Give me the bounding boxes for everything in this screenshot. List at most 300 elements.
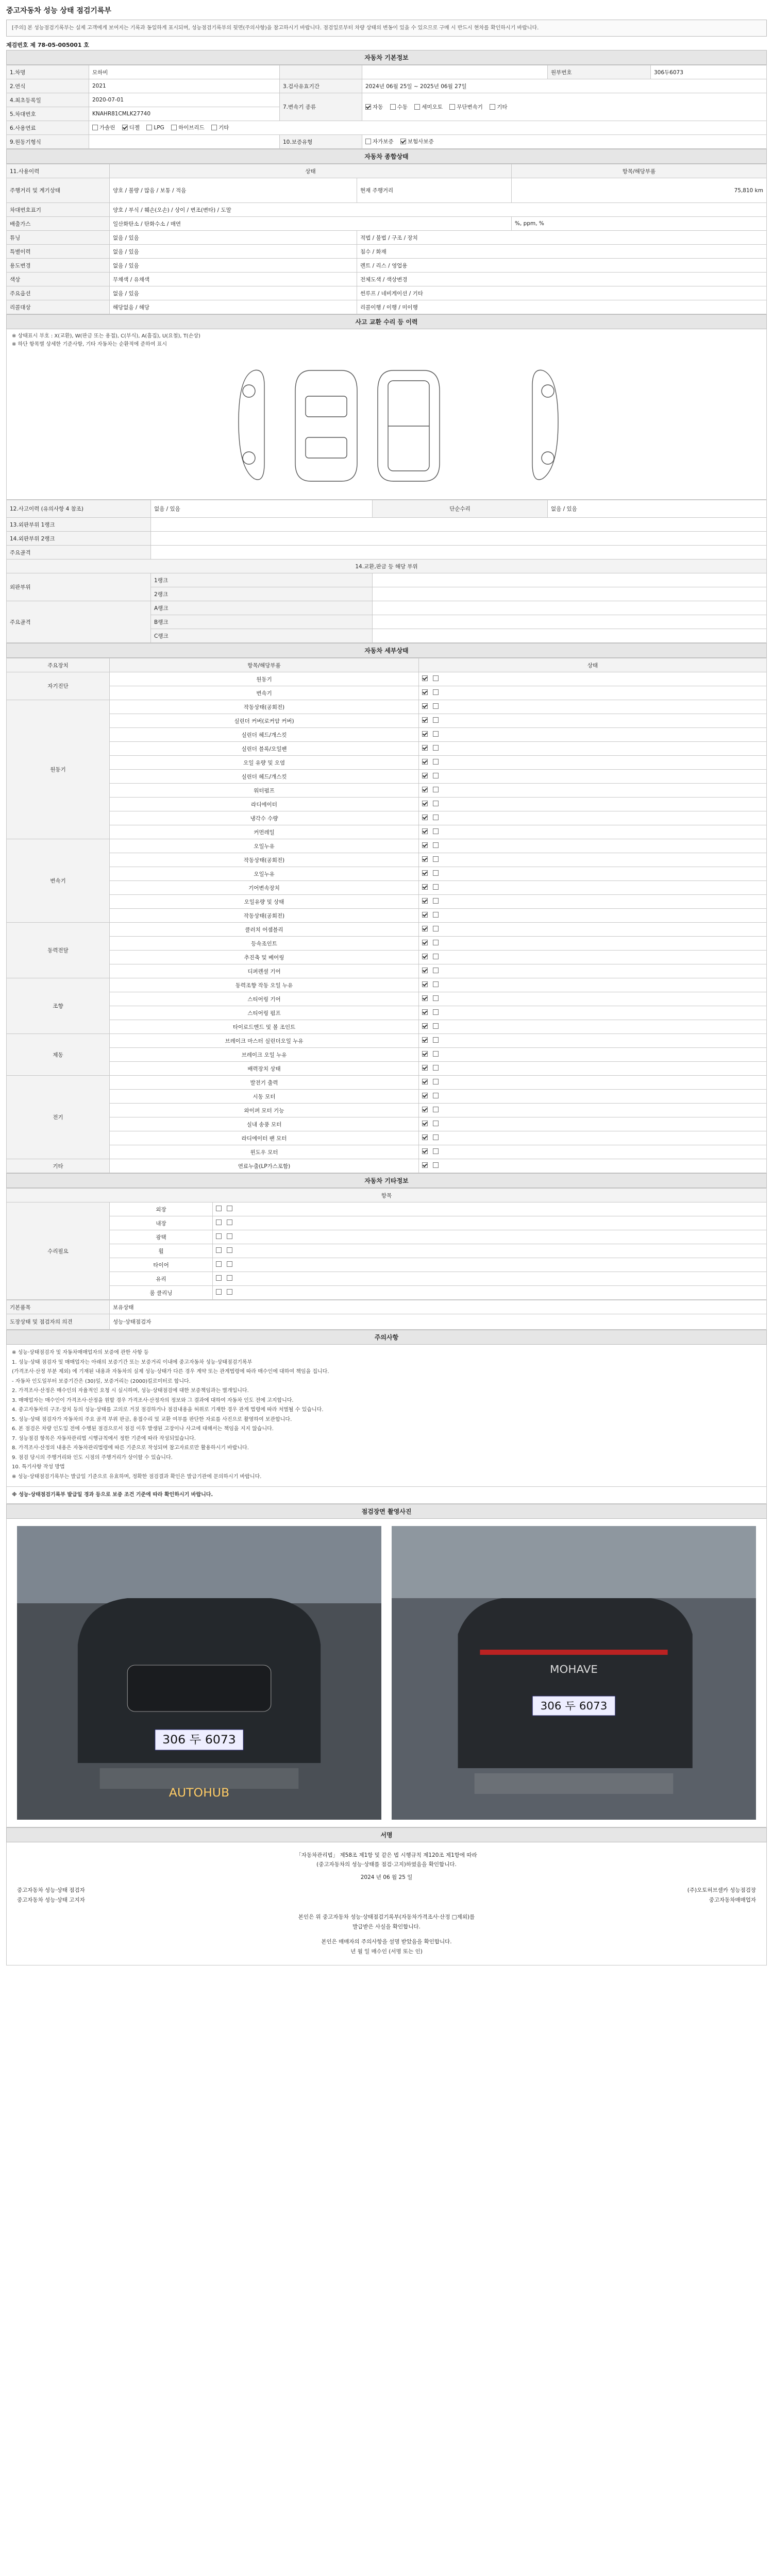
checkbox-icon — [365, 139, 371, 144]
trans-option[interactable]: 수동 — [390, 103, 408, 111]
checkbox-icon — [211, 125, 217, 130]
warranty-option[interactable]: 자가보증 — [365, 138, 394, 145]
rank-label: B랭크 — [151, 615, 373, 629]
sign-line: 발급받은 사실을 확인합니다. — [352, 1923, 421, 1930]
basic-key: 1.차명 — [7, 65, 89, 79]
legend-line: ※ 상태표시 부호 : X(교환), W(판금 또는 용접), C(부식), A(흠집), U(요철), T(손상) — [12, 333, 200, 339]
checkbox-checked-icon — [422, 717, 428, 723]
basic-val: 2024년 06월 25일 ~ 2025년 06월 27일 — [362, 79, 767, 93]
detail-row — [7, 756, 767, 770]
detail-group: 조향 — [7, 978, 110, 1034]
doc-number-value: 78-05-005001 호 — [37, 42, 89, 48]
detail-status[interactable] — [419, 1048, 767, 1062]
summary-label: 특별이력 — [7, 245, 110, 259]
summary-status: 양호 / 부식 / 훼손(오손) / 상이 / 변조(변타) / 도말 — [110, 203, 767, 217]
detail-item: 브레이크 오일 누유 — [110, 1048, 419, 1062]
detail-status[interactable] — [419, 728, 767, 742]
detail-item: 워터펌프 — [110, 784, 419, 798]
detail-item: 배력장치 상태 — [110, 1062, 419, 1076]
detail-status[interactable] — [419, 825, 767, 839]
doc-title: 중고자동차 성능 상태 점검기록부 — [6, 7, 111, 15]
fuel-option[interactable]: 가솔린 — [92, 124, 115, 131]
front-photo[interactable] — [17, 1526, 381, 1820]
fuel-option[interactable]: LPG — [146, 125, 164, 131]
sign-line: 년 월 일 매수인 (서명 또는 인) — [350, 1948, 423, 1955]
checkbox-icon — [433, 995, 439, 1001]
fuel-option[interactable]: 디젤 — [122, 124, 140, 131]
summary-label: 리콜대상 — [7, 300, 110, 314]
checkbox-checked-icon — [122, 125, 128, 130]
checkbox-checked-icon — [422, 759, 428, 765]
warranty-options — [362, 135, 767, 149]
etc-status[interactable] — [213, 1286, 767, 1300]
detail-item: 라디에이터 — [110, 798, 419, 811]
parts-head: 14.교환,판금 등 해당 부위 — [7, 560, 767, 573]
checkbox-icon — [433, 1037, 439, 1043]
summary-label: 용도변경 — [7, 259, 110, 273]
detail-status[interactable] — [419, 1006, 767, 1020]
outer-label: 외판부위 — [7, 573, 151, 601]
caution-line: (가격조사·산정 부분 제외) 에 기재된 내용과 자동차의 실제 성능·상태가 다른 경우 계약 또는 관계법령에 따라 매수인에 대하여 책임을 집니다. — [12, 1369, 329, 1375]
checkbox-icon — [433, 1121, 439, 1126]
checkbox-icon — [433, 1023, 439, 1029]
summary-extra: 전체도색 / 색상변경 — [357, 273, 767, 286]
diagram-section — [6, 314, 767, 500]
detail-row — [7, 784, 767, 798]
detail-item: 커먼레일 — [110, 825, 419, 839]
sign-block — [6, 1842, 767, 1965]
checkbox-icon — [433, 1134, 439, 1140]
detail-status[interactable] — [419, 784, 767, 798]
detail-item: 시동 모터 — [110, 1090, 419, 1104]
checkbox-checked-icon — [422, 870, 428, 876]
detail-item: 타이로드엔드 및 볼 조인트 — [110, 1020, 419, 1034]
accident-value — [151, 518, 767, 532]
accident-label: 14.외판부위 2랭크 — [7, 532, 151, 546]
accident-table — [6, 500, 767, 643]
detail-item: 오일누유 — [110, 839, 419, 853]
detail-item: 기어변속장치 — [110, 881, 419, 895]
checkbox-icon — [490, 104, 495, 110]
checkbox-icon — [433, 815, 439, 820]
sign-line: (중고자동차의 성능·상태를 점검·고지)하였음을 확인합니다. — [316, 1861, 457, 1868]
etc-item: 광택 — [110, 1230, 213, 1244]
checkbox-icon — [449, 104, 455, 110]
detail-row — [7, 923, 767, 937]
basic-key: 3.검사유효기간 — [280, 79, 362, 93]
detail-status[interactable] — [419, 909, 767, 923]
detail-item: 브레이크 마스터 실린더오일 누유 — [110, 1034, 419, 1048]
detail-row — [7, 1117, 767, 1131]
summary-col-1: 11.사용이력 — [7, 164, 110, 178]
detail-status[interactable] — [419, 951, 767, 964]
caution-section — [6, 1330, 767, 1504]
etc-item: 내장 — [110, 1216, 213, 1230]
checkbox-icon — [433, 981, 439, 987]
detail-item: 디퍼렌셜 기어 — [110, 964, 419, 978]
detail-row — [7, 1145, 767, 1159]
checkbox-checked-icon — [422, 745, 428, 751]
basic-key — [280, 65, 362, 79]
checkbox-icon — [216, 1233, 222, 1239]
detail-row — [7, 853, 767, 867]
checkbox-icon — [433, 759, 439, 765]
checkbox-icon — [433, 689, 439, 695]
detail-status[interactable] — [419, 1034, 767, 1048]
basic-key: 원부번호 — [548, 65, 651, 79]
detail-item: 실내 송풍 모터 — [110, 1117, 419, 1131]
detail-row — [7, 867, 767, 881]
summary-extra: 리콜이행 / 이행 / 미이행 — [357, 300, 767, 314]
etc-row — [7, 1258, 767, 1272]
detail-status[interactable] — [419, 1090, 767, 1104]
basic-row — [7, 121, 767, 135]
detail-status[interactable] — [419, 1076, 767, 1090]
basic-row — [7, 135, 767, 149]
detail-item: 작동상태(공회전) — [110, 909, 419, 923]
checkbox-icon — [433, 1093, 439, 1098]
trans-option[interactable]: 무단변속기 — [449, 103, 483, 111]
basic-val — [362, 65, 548, 79]
diagram-head: 사고 교환 수리 등 이력 — [6, 314, 767, 329]
checkbox-checked-icon — [422, 940, 428, 945]
sign-line: 「자동차관리법」 제58조 제1항 및 같은 법 시행규칙 제120조 제1항에 따라 — [296, 1852, 477, 1858]
checkbox-checked-icon — [422, 1065, 428, 1071]
etc-item: 유리 — [110, 1272, 213, 1286]
detail-row — [7, 978, 767, 992]
sign-head: 서명 — [6, 1827, 767, 1842]
checkbox-icon — [433, 884, 439, 890]
checkbox-checked-icon — [422, 801, 428, 806]
etc-status[interactable] — [213, 1258, 767, 1272]
etc-section — [6, 1173, 767, 1330]
detail-status[interactable] — [419, 798, 767, 811]
opinion-label: 도장상태 및 점검자의 의견 — [7, 1314, 110, 1330]
checkbox-icon — [227, 1233, 232, 1239]
checkbox-checked-icon — [422, 689, 428, 695]
detail-status[interactable] — [419, 853, 767, 867]
detail-status[interactable] — [419, 1145, 767, 1159]
car-outline-icon — [223, 360, 574, 489]
checkbox-icon — [390, 104, 396, 110]
detail-item: 변속기 — [110, 686, 419, 700]
detail-item: 스티어링 기어 — [110, 992, 419, 1006]
caution-line: - 자동차 인도일부터 보증기간은 (30)일, 보증거리는 (2000)킬로미터로 합니다. — [12, 1378, 191, 1384]
checkbox-icon — [433, 1148, 439, 1154]
etc-status[interactable] — [213, 1202, 767, 1216]
checkbox-icon — [433, 787, 439, 792]
etc-status[interactable] — [213, 1272, 767, 1286]
detail-status[interactable] — [419, 770, 767, 784]
trans-option[interactable]: 세미오토 — [414, 103, 443, 111]
detail-group: 자기진단 — [7, 672, 110, 700]
etc-status[interactable] — [213, 1216, 767, 1230]
detail-item: 오일유량 및 상태 — [110, 895, 419, 909]
etc-status[interactable] — [213, 1230, 767, 1244]
checkbox-checked-icon — [422, 926, 428, 931]
detail-row — [7, 895, 767, 909]
summary-label: 차대번호표기 — [7, 203, 110, 217]
fuel-option[interactable]: 하이브리드 — [171, 124, 205, 131]
etc-item: 휠 — [110, 1244, 213, 1258]
sign-pair — [17, 1886, 756, 1895]
checkbox-checked-icon — [422, 773, 428, 778]
detail-status[interactable] — [419, 742, 767, 756]
caution-notes — [6, 1345, 767, 1487]
basic-table — [6, 65, 767, 149]
detail-status[interactable] — [419, 1020, 767, 1034]
opinion-value: 성능·상태점검자 — [110, 1314, 767, 1330]
checkbox-icon — [433, 1065, 439, 1071]
summary-extra: 썬루프 / 네비게이션 / 기타 — [357, 286, 767, 300]
summary-label: 주요옵션 — [7, 286, 110, 300]
summary-table — [6, 164, 767, 314]
summary-status: 양호 / 불량 / 많음 / 보통 / 적음 — [110, 178, 357, 203]
checkbox-icon — [227, 1206, 232, 1211]
checkbox-icon — [414, 104, 420, 110]
detail-row — [7, 1076, 767, 1090]
checkbox-checked-icon — [422, 1107, 428, 1112]
checkbox-icon — [433, 926, 439, 931]
detail-status[interactable] — [419, 756, 767, 770]
rank-value — [373, 601, 767, 615]
detail-status[interactable] — [419, 881, 767, 895]
caution-line: ※ 성능·상태점검자 및 자동차매매업자의 보증에 관한 사항 등 — [12, 1350, 149, 1355]
checkbox-icon — [433, 954, 439, 959]
checkbox-icon — [433, 842, 439, 848]
doc-number — [6, 41, 767, 49]
checkbox-checked-icon — [422, 731, 428, 737]
detail-status[interactable] — [419, 1062, 767, 1076]
checkbox-checked-icon — [422, 1121, 428, 1126]
caution-footer: ※ 성능·상태점검기록부 발급일 경과 등으로 보증 조건 기준에 따라 확인하시기 바랍니다. — [6, 1487, 767, 1504]
checkbox-icon — [227, 1261, 232, 1267]
etc-row — [7, 1272, 767, 1286]
detail-row — [7, 909, 767, 923]
fuel-option[interactable]: 기타 — [211, 124, 229, 131]
checkbox-icon — [433, 940, 439, 945]
detail-group: 변속기 — [7, 839, 110, 923]
summary-status: 없음 / 있음 — [110, 245, 357, 259]
detail-group: 전기 — [7, 1076, 110, 1159]
diagram-legend — [7, 329, 766, 352]
summary-status: 없음 / 있음 — [110, 231, 357, 245]
detail-item: 등속조인트 — [110, 937, 419, 951]
rank-label: 1랭크 — [151, 573, 373, 587]
basic-key: 10.보증유형 — [280, 135, 362, 149]
basic-key: 7.변속기 종류 — [280, 93, 362, 121]
checkbox-checked-icon — [422, 1023, 428, 1029]
detail-group: 제동 — [7, 1034, 110, 1076]
detail-status[interactable] — [419, 992, 767, 1006]
detail-row — [7, 881, 767, 895]
plate-text: 306 두 6073 — [540, 1700, 608, 1712]
sign-left: 중고자동차 성능·상태 점검자 — [17, 1887, 85, 1894]
detail-row — [7, 1131, 767, 1145]
basic-val: 2020-07-01 — [89, 93, 280, 107]
checkbox-icon — [433, 1051, 439, 1057]
detail-status[interactable] — [419, 811, 767, 825]
checkbox-icon — [433, 1079, 439, 1084]
etc-item: 룸 클리닝 — [110, 1286, 213, 1300]
checkbox-icon — [171, 125, 177, 130]
trans-option[interactable]: 기타 — [490, 103, 507, 111]
detail-row — [7, 992, 767, 1006]
detail-status[interactable] — [419, 923, 767, 937]
summary-extra: 현재 주행거리 — [357, 178, 512, 203]
detail-item: 실린더 블록/오일팬 — [110, 742, 419, 756]
checkbox-icon — [433, 968, 439, 973]
etc-sub-head: 항목 — [7, 1189, 767, 1202]
detail-item: 와이퍼 모터 기능 — [110, 1104, 419, 1117]
detail-status[interactable] — [419, 700, 767, 714]
summary-status: 일산화탄소 / 탄화수소 / 매연 — [110, 217, 512, 231]
checkbox-checked-icon — [400, 139, 406, 144]
checkbox-icon — [433, 1162, 439, 1168]
detail-status[interactable] — [419, 714, 767, 728]
checkbox-checked-icon — [422, 1162, 428, 1168]
summary-extra: 침수 / 화재 — [357, 245, 767, 259]
photo-row — [6, 1519, 767, 1827]
checkbox-icon — [216, 1219, 222, 1225]
summary-label: 색상 — [7, 273, 110, 286]
sign-date: 2024 년 06 월 25 일 — [360, 1874, 413, 1881]
rank-value — [373, 587, 767, 601]
detail-status[interactable] — [419, 1131, 767, 1145]
accident-label: 단순수리 — [373, 500, 548, 518]
detail-status[interactable] — [419, 1117, 767, 1131]
suv-front-icon — [17, 1526, 381, 1820]
checkbox-icon — [433, 1107, 439, 1112]
accident-label: 주요골격 — [7, 546, 151, 560]
detail-row — [7, 1104, 767, 1117]
etc-row — [7, 1216, 767, 1230]
model-badge-text: MOHAVE — [550, 1663, 598, 1675]
checkbox-icon — [433, 773, 439, 778]
detail-row — [7, 964, 767, 978]
etc-head: 자동차 기타정보 — [6, 1173, 767, 1188]
checkbox-icon — [227, 1247, 232, 1253]
trans-option[interactable]: 자동 — [365, 103, 383, 111]
detail-status[interactable] — [419, 978, 767, 992]
caution-line: 9. 점검 당시의 주행거리와 인도 시점의 주행거리가 상이할 수 있습니다. — [12, 1454, 173, 1461]
summary-extra: 렌트 / 리스 / 영업용 — [357, 259, 767, 273]
rank-value — [373, 629, 767, 643]
checkbox-checked-icon — [422, 981, 428, 987]
detail-row — [7, 951, 767, 964]
summary-col-2: 상태 — [110, 164, 512, 178]
detail-row — [7, 798, 767, 811]
checkbox-checked-icon — [422, 954, 428, 959]
rear-photo[interactable] — [392, 1526, 756, 1820]
suv-rear-icon — [392, 1526, 756, 1820]
checkbox-checked-icon — [422, 1148, 428, 1154]
base-value: 보유상태 — [110, 1300, 767, 1314]
basic-key: 9.원동기형식 — [7, 135, 89, 149]
detail-status[interactable] — [419, 686, 767, 700]
checkbox-checked-icon — [422, 968, 428, 973]
basic-val: 306두6073 — [651, 65, 767, 79]
detail-row — [7, 714, 767, 728]
etc-table — [6, 1188, 767, 1300]
checkbox-checked-icon — [422, 703, 428, 709]
frame-label: 주요골격 — [7, 601, 151, 643]
summary-col-3: 항목/해당부품 — [512, 164, 767, 178]
detail-col: 주요장치 — [7, 658, 110, 672]
detail-item: 냉각수 수량 — [110, 811, 419, 825]
checkbox-icon — [433, 703, 439, 709]
caution-line: 10. 특기사항 작성 방법 — [12, 1464, 65, 1470]
detail-status[interactable] — [419, 867, 767, 881]
checkbox-icon — [216, 1261, 222, 1267]
notice-box: [주의] 본 성능점검기록부는 실제 고객에게 보여지는 기록과 동일하게 표시되며, 성능점검기록부의 뒷면(주의사항)을 참고하시기 바랍니다. 점검일로부터 차량 상태의 변동이 있을 수 있으므로 구매 시 반드시 현차를 확인하시기 바랍니다. — [6, 20, 767, 37]
checkbox-checked-icon — [422, 884, 428, 890]
checkbox-checked-icon — [422, 1093, 428, 1098]
etc-group: 수리필요 — [7, 1202, 110, 1300]
detail-item: 작동상태(공회전) — [110, 700, 419, 714]
checkbox-icon — [433, 731, 439, 737]
photo-head: 점검장면 촬영사진 — [6, 1504, 767, 1519]
caution-line: 3. 매매업자는 매수인이 가격조사·산정을 원할 경우 가격조사·산정자의 정보와 그 결과에 대하여 자동차 인도 전에 고지합니다. — [12, 1397, 294, 1403]
sign-pair — [17, 1895, 756, 1905]
warranty-option[interactable]: 보험사보증 — [400, 138, 434, 145]
basic-key: 4.최초등록일 — [7, 93, 89, 107]
summary-status: 없음 / 있음 — [110, 286, 357, 300]
detail-group: 동력전달 — [7, 923, 110, 978]
checkbox-icon — [216, 1206, 222, 1211]
etc-status[interactable] — [213, 1244, 767, 1258]
caution-head: 주의사항 — [6, 1330, 767, 1345]
checkbox-checked-icon — [422, 842, 428, 848]
summary-extra: 적법 / 불법 / 구조 / 장치 — [357, 231, 767, 245]
checkbox-checked-icon — [422, 912, 428, 918]
detail-status[interactable] — [419, 964, 767, 978]
etc-row — [7, 1230, 767, 1244]
detail-status[interactable] — [419, 895, 767, 909]
summary-status: 없음 / 있음 — [110, 259, 357, 273]
etc-foot-table — [6, 1300, 767, 1330]
detail-item: 원동기 — [110, 672, 419, 686]
rank-label: 2랭크 — [151, 587, 373, 601]
detail-row — [7, 672, 767, 686]
caution-line: 5. 성능·상태 점검자가 자동차의 주요 골격 부위 판금, 용접수리 및 교환 여부를 판단한 자료를 사진으로 촬영하여 보관합니다. — [12, 1416, 292, 1422]
checkbox-icon — [92, 125, 98, 130]
checkbox-icon — [216, 1289, 222, 1295]
detail-status[interactable] — [419, 672, 767, 686]
caution-line: 8. 가격조사·산정의 내용은 자동차관리법령에 따른 기준으로 작성되며 참고자료로만 활용하시기 바랍니다. — [12, 1445, 249, 1451]
checkbox-icon — [433, 870, 439, 876]
rank-value — [373, 615, 767, 629]
basic-head: 자동차 기본정보 — [6, 50, 767, 65]
checkbox-checked-icon — [422, 787, 428, 792]
checkbox-checked-icon — [422, 815, 428, 820]
detail-status[interactable] — [419, 1104, 767, 1117]
checkbox-checked-icon — [422, 856, 428, 862]
checkbox-checked-icon — [422, 898, 428, 904]
base-label: 기본품목 — [7, 1300, 110, 1314]
detail-item: 작동상태(공회전) — [110, 853, 419, 867]
detail-row — [7, 1090, 767, 1104]
basic-row — [7, 65, 767, 79]
etc-item: 타이어 — [110, 1258, 213, 1272]
detail-item: 오일 유량 및 오염 — [110, 756, 419, 770]
plate-text: 306 두 6073 — [162, 1733, 236, 1747]
summary-label: 주행거리 및 계기상태 — [7, 178, 110, 203]
summary-status: 무채색 / 유채색 — [110, 273, 357, 286]
detail-status[interactable] — [419, 839, 767, 853]
detail-status[interactable] — [419, 1159, 767, 1173]
detail-status[interactable] — [419, 937, 767, 951]
